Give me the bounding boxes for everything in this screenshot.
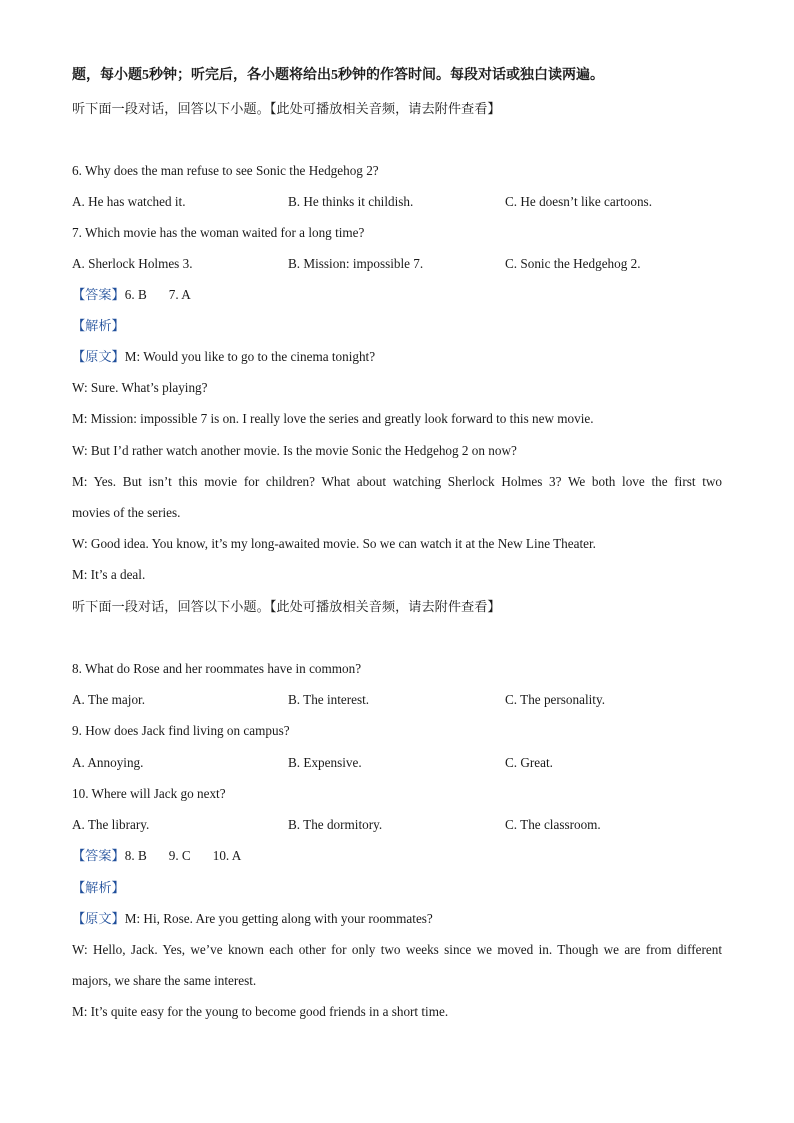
analysis-label: 【解析】: [72, 880, 125, 895]
q7-option-b: B. Mission: impossible 7.: [288, 256, 424, 271]
answer-label: 【答案】: [72, 287, 125, 302]
q6-option-b: B. He thinks it childish.: [288, 194, 414, 209]
q10-option-b: B. The dormitory.: [288, 817, 383, 832]
transcript-line: [72, 910, 722, 928]
answer-line-2: [72, 847, 722, 865]
q8-option-c: C. The personality.: [505, 692, 605, 707]
answer-label: 【答案】: [72, 848, 125, 863]
question-10: 10. Where will Jack go next?: [72, 786, 226, 801]
q9-option-b: B. Expensive.: [288, 755, 362, 770]
transcript-line: majors, we share the same interest.: [72, 973, 257, 988]
q8-option-b: B. The interest.: [288, 692, 370, 707]
q9-option-a: A. Annoying.: [72, 755, 144, 770]
q8-option-a: A. The major.: [72, 692, 146, 707]
transcript-line: W: But I’d rather watch another movie. Is the movie Sonic the Hedgehog 2 on now?: [72, 443, 517, 458]
transcript-line: movies of the series.: [72, 505, 181, 520]
transcript-line: M: Mission: impossible 7 is on. I really love the series and greatly look forward to this new movie.: [72, 411, 594, 426]
answer-7: 7. A: [168, 287, 191, 302]
question-7: 7. Which movie has the woman waited for a long time?: [72, 225, 365, 240]
section1-intro: 听下面一段对话，回答以下小题。【此处可播放相关音频，请去附件查看】: [72, 101, 501, 116]
answer-9: 9. C: [168, 848, 191, 863]
q10-option-a: A. The library.: [72, 817, 150, 832]
original-label: 【原文】: [72, 349, 125, 364]
section2-intro: 听下面一段对话，回答以下小题。【此处可播放相关音频，请去附件查看】: [72, 599, 501, 614]
question-9: 9. How does Jack find living on campus?: [72, 723, 290, 738]
answer-line-1: [72, 286, 722, 304]
original-label: 【原文】: [72, 911, 125, 926]
transcript-line: W: Good idea. You know, it’s my long-awaited movie. So we can watch it at the New Line Theater.: [72, 536, 596, 551]
question-8: 8. What do Rose and her roommates have in common?: [72, 661, 362, 676]
answer-8: 8. B: [124, 848, 147, 863]
analysis-label: 【解析】: [72, 318, 125, 333]
q6-option-c: C. He doesn’t like cartoons.: [505, 194, 652, 209]
transcript-text: M: Hi, Rose. Are you getting along with your roommates?: [124, 911, 433, 926]
transcript-line: M: It’s quite easy for the young to become good friends in a short time.: [72, 1004, 449, 1019]
answer-10: 10. A: [212, 848, 242, 863]
answer-6: 6. B: [124, 287, 147, 302]
q10-option-c: C. The classroom.: [505, 817, 601, 832]
header-instruction: 题，每小题5秒钟；听完后，各小题将给出5秒钟的作答时间。每段对话或独白读两遍。: [72, 68, 604, 83]
transcript-line: W: Hello, Jack. Yes, we’ve known each other for only two weeks since we moved in. Though we are from different: [72, 942, 722, 957]
question-6: 6. Why does the man refuse to see Sonic the Hedgehog 2?: [72, 163, 379, 178]
q7-option-c: C. Sonic the Hedgehog 2.: [505, 256, 641, 271]
transcript-text: M: Would you like to go to the cinema tonight?: [124, 349, 376, 364]
q9-option-c: C. Great.: [505, 755, 553, 770]
transcript-line: [72, 348, 722, 366]
q6-option-a: A. He has watched it.: [72, 194, 186, 209]
q7-option-a: A. Sherlock Holmes 3.: [72, 256, 193, 271]
transcript-line: W: Sure. What’s playing?: [72, 380, 208, 395]
transcript-line: M: Yes. But isn’t this movie for children? What about watching Sherlock Holmes 3? We both love the first two: [72, 474, 722, 489]
transcript-line: M: It’s a deal.: [72, 567, 146, 582]
